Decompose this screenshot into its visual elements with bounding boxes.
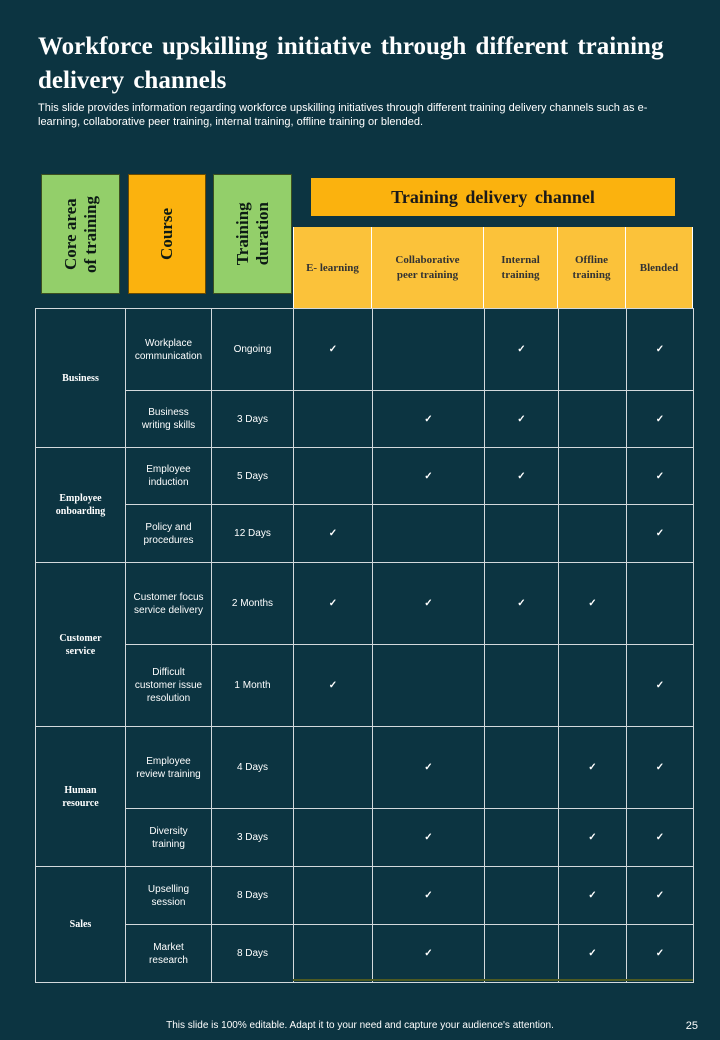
checkmark-icon: ✓	[294, 645, 373, 727]
empty-check-cell	[294, 391, 373, 448]
empty-check-cell	[559, 505, 627, 563]
channel-header: E- learning	[293, 227, 372, 309]
table-row	[36, 867, 694, 925]
checkmark-icon: ✓	[559, 809, 627, 867]
checkmark-icon: ✓	[559, 867, 627, 925]
empty-check-cell	[485, 925, 559, 983]
empty-check-cell	[294, 809, 373, 867]
empty-check-cell	[485, 505, 559, 563]
checkmark-icon: ✓	[627, 505, 694, 563]
course-cell: Upselling session	[126, 867, 212, 925]
empty-check-cell	[485, 727, 559, 809]
empty-check-cell	[294, 727, 373, 809]
duration-cell: 1 Month	[212, 645, 294, 727]
duration-cell: 3 Days	[212, 391, 294, 448]
table-row	[36, 925, 694, 983]
table-row	[36, 309, 694, 391]
checkmark-icon: ✓	[294, 505, 373, 563]
table-row	[36, 727, 694, 809]
course-cell: Customer focus service delivery	[126, 563, 212, 645]
checkmark-icon: ✓	[294, 309, 373, 391]
checkmark-icon: ✓	[373, 448, 485, 505]
duration-cell: 4 Days	[212, 727, 294, 809]
checkmark-icon: ✓	[294, 563, 373, 645]
course-header-label: Course	[157, 208, 176, 260]
core-area-cell: Customer service	[36, 563, 126, 727]
empty-check-cell	[485, 645, 559, 727]
channel-header: Collaborative peer training	[372, 227, 484, 309]
empty-check-cell	[294, 448, 373, 505]
core-area-cell: Employee onboarding	[36, 448, 126, 563]
core-area-cell: Business	[36, 309, 126, 448]
table-row	[36, 645, 694, 727]
duration-cell: 8 Days	[212, 867, 294, 925]
checkmark-icon: ✓	[627, 925, 694, 983]
checkmark-icon: ✓	[627, 309, 694, 391]
course-cell: Business writing skills	[126, 391, 212, 448]
empty-check-cell	[559, 448, 627, 505]
empty-check-cell	[627, 563, 694, 645]
empty-check-cell	[373, 309, 485, 391]
duration-header	[213, 174, 292, 294]
empty-check-cell	[559, 309, 627, 391]
empty-check-cell	[294, 925, 373, 983]
duration-cell: 2 Months	[212, 563, 294, 645]
duration-cell: 5 Days	[212, 448, 294, 505]
core-area-header-label: Core area of training	[60, 195, 100, 273]
checkmark-icon: ✓	[373, 925, 485, 983]
table-row	[36, 505, 694, 563]
duration-cell: 12 Days	[212, 505, 294, 563]
course-cell: Employee induction	[126, 448, 212, 505]
checkmark-icon: ✓	[373, 867, 485, 925]
channel-header: Blended	[626, 227, 693, 309]
duration-cell: 8 Days	[212, 925, 294, 983]
footer-note: This slide is 100% editable. Adapt it to your need and capture your audience's attention.	[166, 1020, 554, 1031]
core-area-header	[41, 174, 120, 294]
course-cell: Workplace communication	[126, 309, 212, 391]
training-table	[35, 308, 694, 983]
duration-cell: Ongoing	[212, 309, 294, 391]
checkmark-icon: ✓	[485, 563, 559, 645]
checkmark-icon: ✓	[373, 563, 485, 645]
checkmark-icon: ✓	[559, 925, 627, 983]
channel-header: Offline training	[558, 227, 626, 309]
checkmark-icon: ✓	[485, 391, 559, 448]
empty-check-cell	[559, 391, 627, 448]
checkmark-icon: ✓	[627, 448, 694, 505]
course-header	[128, 174, 206, 294]
empty-check-cell	[485, 809, 559, 867]
table-bottom-border	[293, 979, 693, 981]
duration-header-label: Training duration	[232, 202, 272, 266]
empty-check-cell	[373, 505, 485, 563]
course-cell: Employee review training	[126, 727, 212, 809]
checkmark-icon: ✓	[559, 727, 627, 809]
table-row	[36, 448, 694, 505]
channel-header-row	[293, 227, 693, 309]
page-number: 25	[685, 1020, 698, 1032]
course-cell: Policy and procedures	[126, 505, 212, 563]
table-row	[36, 809, 694, 867]
page-title: Workforce upskilling initiative through different training delivery channels	[38, 33, 664, 94]
course-cell: Market research	[126, 925, 212, 983]
checkmark-icon: ✓	[627, 727, 694, 809]
checkmark-icon: ✓	[559, 563, 627, 645]
checkmark-icon: ✓	[373, 809, 485, 867]
empty-check-cell	[294, 867, 373, 925]
course-cell: Diversity training	[126, 809, 212, 867]
page-subtitle: This slide provides information regarding workforce upskilling initiatives through different training delivery channels such as e- learning, collaborative peer training, internal training, offline training or blended.	[38, 102, 648, 128]
checkmark-icon: ✓	[373, 391, 485, 448]
course-cell: Difficult customer issue resolution	[126, 645, 212, 727]
checkmark-icon: ✓	[627, 809, 694, 867]
core-area-cell: Human resource	[36, 727, 126, 867]
channel-header: Internal training	[484, 227, 558, 309]
empty-check-cell	[485, 867, 559, 925]
channel-group-header: Training delivery channel	[311, 178, 675, 216]
duration-cell: 3 Days	[212, 809, 294, 867]
empty-check-cell	[559, 645, 627, 727]
checkmark-icon: ✓	[627, 867, 694, 925]
checkmark-icon: ✓	[627, 645, 694, 727]
table-row	[36, 563, 694, 645]
checkmark-icon: ✓	[485, 309, 559, 391]
core-area-cell: Sales	[36, 867, 126, 983]
checkmark-icon: ✓	[627, 391, 694, 448]
checkmark-icon: ✓	[485, 448, 559, 505]
table-row	[36, 391, 694, 448]
empty-check-cell	[373, 645, 485, 727]
checkmark-icon: ✓	[373, 727, 485, 809]
